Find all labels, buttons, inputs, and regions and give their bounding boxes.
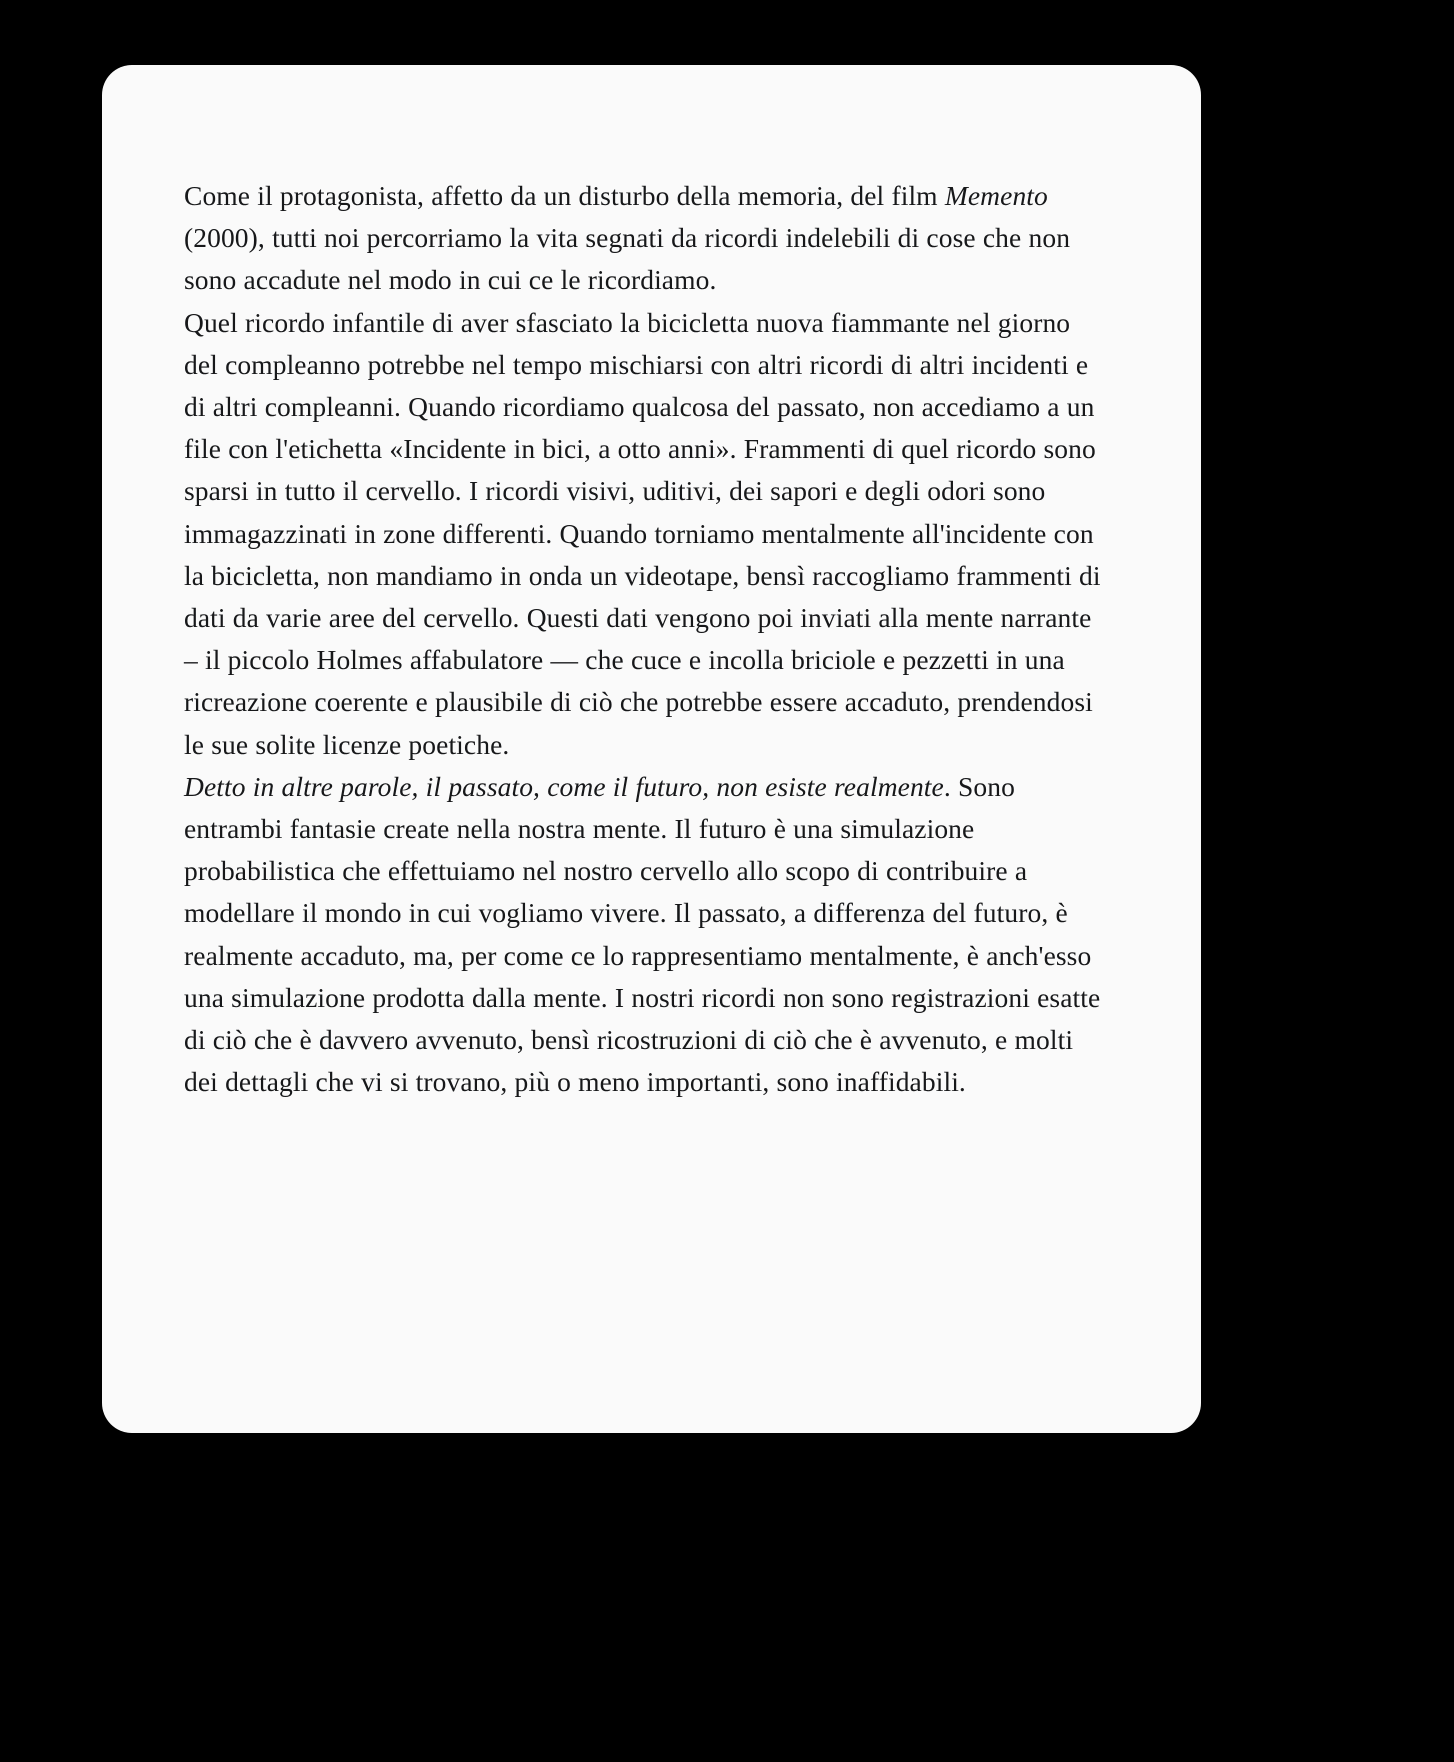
reader-card — [102, 65, 1201, 1433]
body-text: (2000), tutti noi percorriamo la vita segnati da ricordi indelebili di cose che non sono accadute nel modo in cui ce le ricordiamo. — [184, 222, 1071, 296]
paragraph-3 — [184, 766, 1109, 1104]
paragraph-2 — [184, 302, 1109, 766]
paragraph-1 — [184, 175, 1109, 302]
body-text: Come il protagonista, affetto da un disturbo della memoria, del film — [184, 180, 945, 211]
body-text: Quel ricordo infantile di aver sfasciato la bicicletta nuova fiammante nel giorno del compleanno potrebbe nel tempo mischiarsi con altri ricordi di altri incidenti e di altri compleanni. Quando ricordiamo qualcosa del passato, non accediamo a un file con l'etichetta «Incidente in bici, a otto anni». Frammenti di quel ricordo sono sparsi in tutto il cervello. I ricordi visivi, uditivi, dei sapori e degli odori sono immagazzinati in zone differenti. Quando torniamo mentalmente all'incidente con la bicicletta, non mandiamo in onda un videotape, bensì raccogliamo frammenti di dati da varie aree del cervello. Questi dati vengono poi inviati alla mente narrante – il piccolo Holmes affabulatore — che cuce e incolla briciole e pezzetti in una ricreazione coerente e plausibile di ciò che potrebbe essere accaduto, prendendosi le sue solite licenze poetiche. — [184, 306, 1101, 760]
reader-text-body — [184, 175, 1109, 1103]
body-text: . Sono entrambi fantasie create nella nostra mente. Il futuro è una simulazione probabilistica che effettuiamo nel nostro cervello allo scopo di contribuire a modellare il mondo in cui vogliamo vivere. Il passato, a differenza del futuro, è realmente accaduto, ma, per come ce lo rappresentiamo mentalmente, è anch'esso una simulazione prodotta dalla mente. I nostri ricordi non sono registrazioni esatte di ciò che è davvero avvenuto, bensì ricostruzioni di ciò che è avvenuto, e molti dei dettagli che vi si trovano, più o meno importanti, sono inaffidabili. — [184, 770, 1101, 1098]
emphasis-text: Detto in altre parole, il passato, come il futuro, non esiste realmente — [184, 770, 944, 802]
emphasis-text: Memento — [944, 180, 1048, 211]
